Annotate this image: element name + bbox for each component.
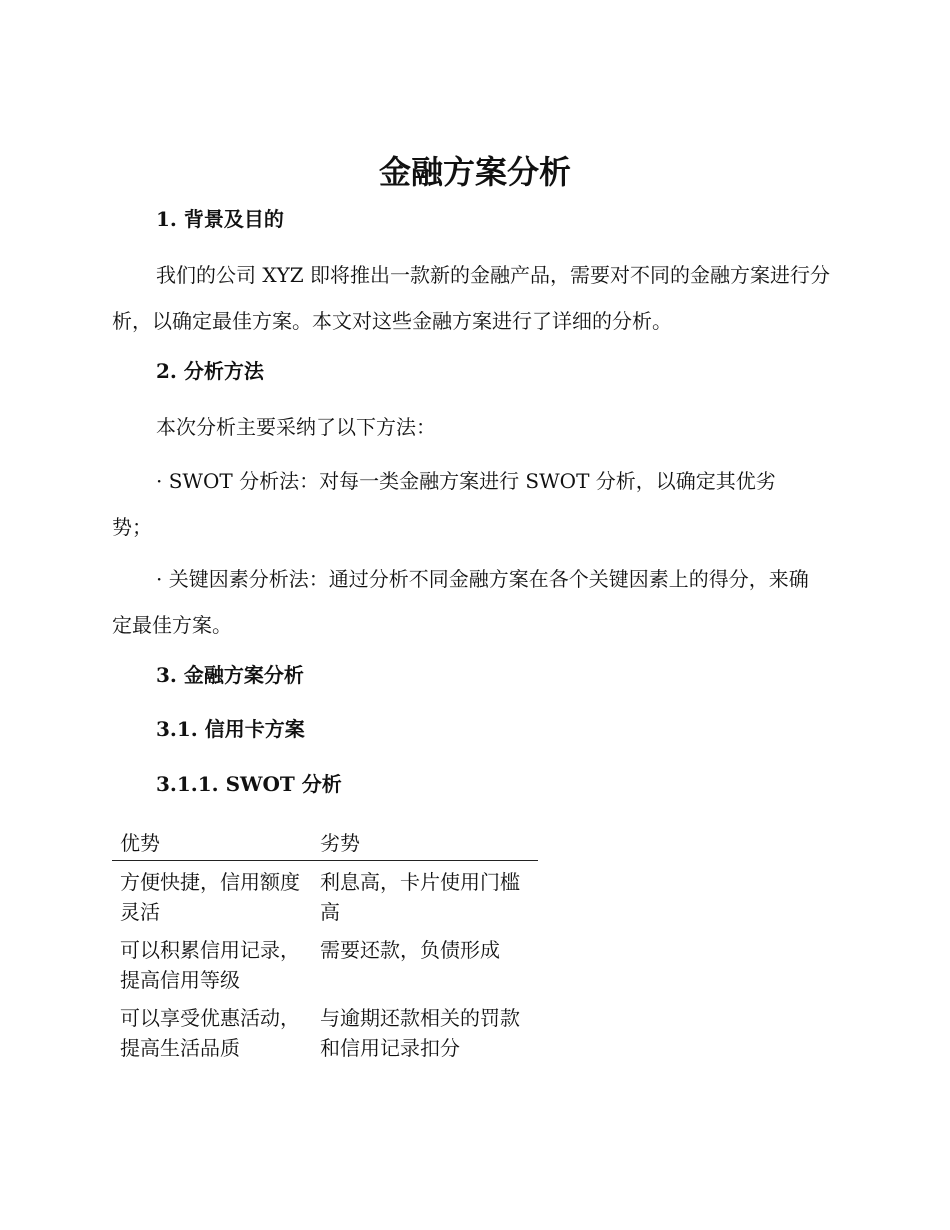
subsection-heading-credit-card: 3.1. 信用卡方案: [156, 717, 305, 741]
column-header-strengths: 优势: [112, 824, 312, 861]
table-cell: 方便快捷，信用额度灵活: [120, 870, 300, 924]
method-bullet-key-factors: · 关键因素分析法：通过分析不同金融方案在各个关键因素上的得分，来确定最佳方案。: [112, 567, 809, 637]
method-bullet-swot: · SWOT 分析法：对每一类金融方案进行 SWOT 分析，以确定其优劣势；: [112, 469, 776, 539]
table-header-row: [112, 824, 538, 861]
table-cell: 需要还款，负债形成: [320, 938, 500, 962]
methods-intro: 本次分析主要采纳了以下方法：: [156, 415, 436, 439]
section-heading-background: 1. 背景及目的: [156, 207, 284, 231]
table-cell: 与逾期还款相关的罚款和信用记录扣分: [320, 1006, 520, 1060]
table-row: [112, 997, 538, 1065]
section-heading-analysis: 3. 金融方案分析: [156, 663, 304, 687]
table-row: [112, 861, 538, 930]
table-cell: 利息高，卡片使用门槛高: [320, 870, 520, 924]
section-heading-methods: 2. 分析方法: [156, 359, 264, 383]
swot-table: [112, 824, 538, 1065]
table-cell: 可以享受优惠活动，提高生活品质: [120, 1006, 300, 1060]
table-row: [112, 929, 538, 997]
table-cell: 可以积累信用记录，提高信用等级: [120, 938, 300, 992]
subsection-heading-swot: 3.1.1. SWOT 分析: [156, 772, 342, 796]
background-paragraph: 我们的公司 XYZ 即将推出一款新的金融产品，需要对不同的金融方案进行分析，以确定最佳方案。本文对这些金融方案进行了详细的分析。: [112, 263, 831, 333]
document-title: 金融方案分析: [378, 153, 571, 191]
column-header-weaknesses: 劣势: [312, 824, 538, 861]
